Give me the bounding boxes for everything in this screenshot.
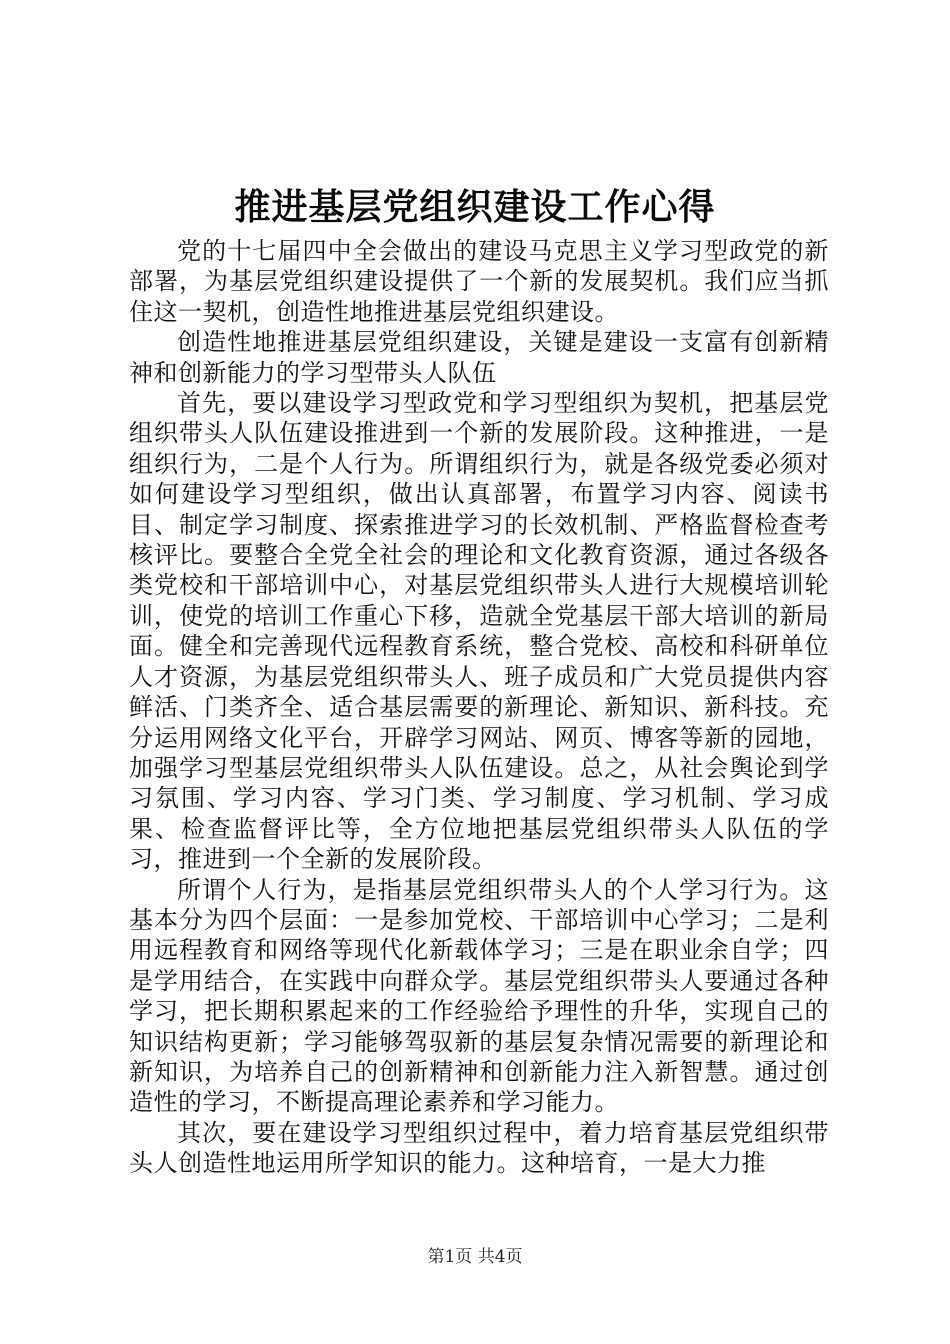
paragraph-second: 其次，要在建设学习型组织过程中，着力培育基层党组织带头人创造性地运用所学知识的能力。这种培育，一是大力推 (129, 1118, 829, 1178)
document-title: 推进基层党组织建设工作心得 (234, 187, 716, 228)
paragraph-intro: 党的十七届四中全会做出的建设马克思主义学习型政党的新部署，为基层党组织建设提供了一个新的发展契机。我们应当抓住这一契机，创造性地推进基层党组织建设。 (129, 237, 829, 326)
document-body (129, 236, 829, 1179)
paragraph-individual: 所谓个人行为，是指基层党组织带头人的个人学习行为。这基本分为四个层面：一是参加党校、干部培训中心学习；二是利用远程教育和网络等现代化新载体学习；三是在职业余自学；四是学用结合，在实践中向群众学。基层党组织带头人要通过各种学习，把长期积累起来的工作经验给予理性的升华，实现自己的知识结构更新；学习能够驾驭新的基层复杂情况需要的新理论和新知识，为培养自己的创新精神和创新能力注入新智慧。通过创造性的学习，不断提高理论素养和学习能力。 (129, 875, 829, 1117)
page-number-footer: 第1页 共4页 (427, 1247, 523, 1267)
paragraph-first: 首先，要以建设学习型政党和学习型组织为契机，把基层党组织带头人队伍建设推进到一个新的发展阶段。这种推进，一是组织行为，二是个人行为。所谓组织行为，就是各级党委必须对如何建设学习型组织，做出认真部署，布置学习内容、阅读书目、制定学习制度、探索推进学习的长效机制、严格监督检查考核评比。要整合全党全社会的理论和文化教育资源，通过各级各类党校和干部培训中心，对基层党组织带头人进行大规模培训轮训，使党的培训工作重心下移，造就全党基层干部大培训的新局面。健全和完善现代远程教育系统，整合党校、高校和科研单位人才资源，为基层党组织带头人、班子成员和广大党员提供内容鲜活、门类齐全、适合基层需要的新理论、新知识、新科技。充分运用网络文化平台，开辟学习网站、网页、博客等新的园地，加强学习型基层党组织带头人队伍建设。总之，从社会舆论到学习氛围、学习内容、学习门类、学习制度、学习机制、学习成果、检查监督评比等，全方位地把基层党组织带头人队伍的学习，推进到一个全新的发展阶段。 (129, 389, 829, 874)
paragraph-key-point: 创造性地推进基层党组织建设，关键是建设一支富有创新精神和创新能力的学习型带头人队伍 (129, 328, 829, 387)
